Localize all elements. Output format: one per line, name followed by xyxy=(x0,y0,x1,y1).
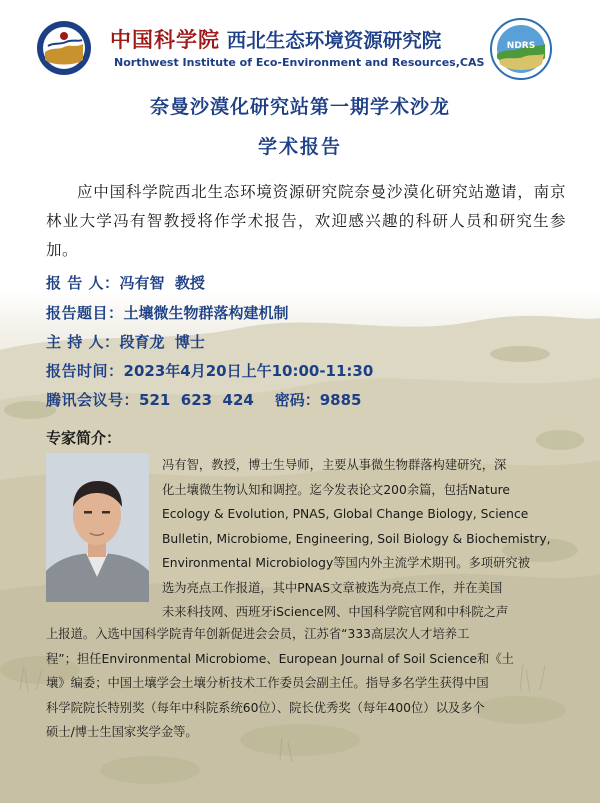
ndrs-logo-text: NDRS xyxy=(506,41,536,51)
info-value: 段育龙 博士 xyxy=(119,333,205,351)
info-topic xyxy=(46,302,289,323)
bio-line: Bulletin, Microbiome, Engineering, Soil Biology & Biochemistry, xyxy=(162,531,551,546)
event-subtitle: 学术报告 xyxy=(257,136,342,158)
info-label: 主 持 人： xyxy=(46,333,120,351)
cas-logo-icon xyxy=(36,20,92,76)
bio-line: 冯有智，教授，博士生导师，主要从事微生物群落构建研究，深 xyxy=(162,458,507,472)
ndrs-logo-icon xyxy=(490,18,552,80)
cas-name: 中国科学院 xyxy=(110,27,220,52)
info-speaker xyxy=(46,272,205,293)
event-title: 奈曼沙漠化研究站第一期学术沙龙 xyxy=(149,96,450,118)
bio-line: 上报道。入选中国科学院青年创新促进会会员，江苏省“333高层次人才培养工 xyxy=(46,627,470,641)
info-value: 冯有智 教授 xyxy=(119,274,205,292)
invitation-paragraph: 应中国科学院西北生态环境资源研究院奈曼沙漠化研究站邀请，南京林业大学冯有智教授将作学术报告，欢迎感兴趣的科研人员和研究生参加。 xyxy=(46,183,566,259)
info-label: 腾讯会议号： xyxy=(46,391,140,409)
bio-line: 硕士/博士生国家奖学金等。 xyxy=(46,725,198,739)
institute-name-cn xyxy=(110,24,485,54)
bio-line: 科学院院长特别奖（每年中科院系统60位）、院长优秀奖（每年400位）以及多个 xyxy=(46,700,485,715)
bio-line: 壤》编委；中国土壤学会土壤分析技术工作委员会副主任。指导多名学生获得中国 xyxy=(46,676,489,690)
info-label: 报告时间： xyxy=(46,362,124,380)
info-host xyxy=(46,331,205,352)
info-label: 报告题目： xyxy=(46,304,124,322)
bio-line: Environmental Microbiology等国内外主流学术期刊。多项研究被 xyxy=(162,556,530,570)
info-time xyxy=(46,360,373,381)
institute-name-en: Northwest Institute of Eco-Environment and Resources,CAS xyxy=(114,56,485,69)
expert-heading: 专家简介： xyxy=(46,429,122,447)
info-value: 521 623 424 密码：9885 xyxy=(139,391,362,409)
info-label: 报 告 人： xyxy=(46,274,120,292)
info-meeting xyxy=(46,389,361,410)
institute-name-cn-text: 西北生态环境资源研究院 xyxy=(226,29,442,52)
bio-line: 未来科技网、西班牙iScience网、中国科学院官网和中科院之声 xyxy=(162,605,509,619)
info-value: 2023年4月20日上午10:00-11:30 xyxy=(123,362,374,380)
speaker-photo xyxy=(46,453,149,602)
info-value: 土壤微生物群落构建机制 xyxy=(123,304,289,322)
expert-bio-side xyxy=(162,453,560,625)
bio-line: 选为亮点工作报道，其中PNAS文章被选为亮点工作，并在美国 xyxy=(162,580,503,595)
bio-line: 化土壤微生物认知和调控。迄今发表论文200余篇，包括Nature xyxy=(162,482,511,497)
bio-line: 程”；担任Environmental Microbiome、European Journal of Soil Science和《土 xyxy=(46,651,514,666)
bio-line: Ecology & Evolution, PNAS, Global Change Biology, Science xyxy=(162,507,529,521)
expert-bio-full xyxy=(46,622,560,745)
